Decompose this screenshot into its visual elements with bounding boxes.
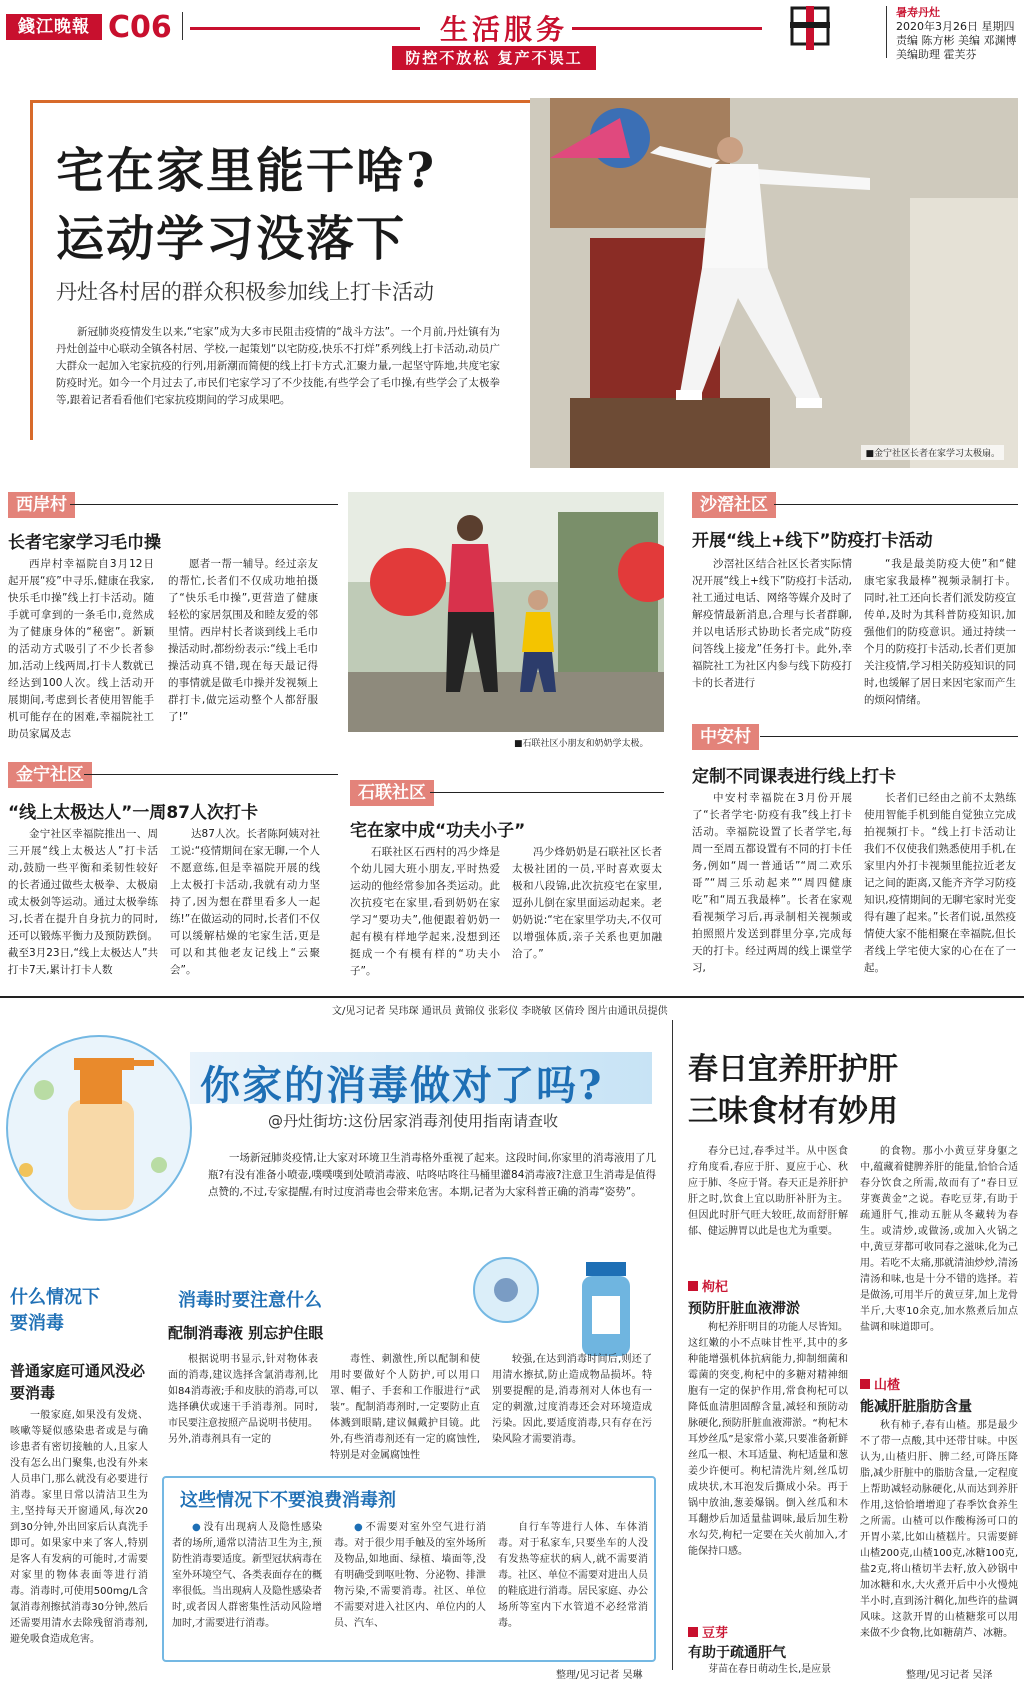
section-label-shilian: 石联社区 [350, 780, 434, 806]
q1-body: 一般家庭,如果没有发烧、咳嗽等疑似感染患者或是与确诊患者有密切接触的人,且家人没有怎么出门聚集,也没有外来人员串门,那么就没有必要进行消毒。家里日常以清洁卫生为主,坚持每天开窗通风,每次20到30分钟,外出回家后认真洗手即可。如果家中来了客人,特别是客人有发病的可能时,才需要对家里的物体表面等进行消毒。消毒时,可使用500mg/L含氯消毒剂擦拭消毒30分钟,然后还需要用清水去除残留消毒剂,避免吸食造成危害。 [10, 1410, 148, 1645]
shaji-col-2: “我是最美防疫大使”和“健康宅家我最棒”视频录制打卡。同时,社工还向长者们派发防疫宣传单,及时为其科普防疫知识,加强他们的防疫意识。通过持续一个月的防疫打卡活动,长者们更加关注疫情,学习相关防疫知识的同时,也缓解了居日来因宅家而产生的烦闷情绪。 [864, 558, 1016, 706]
xian-col-2: 愿者一帮一辅导。经过亲友的帮忙,长者们不仅成功地拍摄了“快乐毛巾操”,更营造了健康轻松的家居氛围及和睦友爱的邻里情。西岸村长者谈到线上毛巾操活动时,都纷纷表示:“线上毛巾操活动真不错,现在每天最记得的事情就是做毛巾操并发视频上群打卡,做完运动整个人都舒服了!” [168, 558, 318, 723]
q3-col-2: ● 不需要对室外空气进行消毒。对于很少用手触及的室外场所及物品,如地面、绿植、墙面等,没有明确受到呕吐物、分泌物、排泄物污染,不需要消毒。社区、单位不需要对进入社区内、单位内的人员、汽车、 [334, 1520, 486, 1632]
section-label-jinning: 金宁社区 [8, 762, 92, 788]
s3-marker-icon [688, 1627, 698, 1637]
mid-photo [348, 492, 664, 732]
liver-s3-headline: 有助于疏通肝气 [688, 1645, 786, 1661]
q3-title: 这些情况下不要浪费消毒剂 [180, 1490, 396, 1511]
disinfect-intro: 一场新冠肺炎疫情,让大家对环境卫生消毒格外重视了起来。这段时间,你家里的消毒液用了几瓶?有没有准备小喷壶,噗噗噗到处喷消毒液、咕咚咕咚往马桶里灌84消毒液?注意卫生消毒是值得点赞的,不过,专家提醒,有时过度消毒也会带来危害。本期,记者为大家科普正确的消毒“姿势”。 [208, 1152, 656, 1198]
page-number: C06 [108, 10, 172, 45]
shaji-headline: 开展“线上+线下”防疫打卡活动 [692, 531, 933, 551]
zhongan-headline: 定制不同课表进行线上打卡 [692, 767, 896, 787]
xian-col-1: 西岸村幸福院自3月12日起开展“疫”中寻乐,健康在我家,快乐毛巾操”线上打卡活动。随手就可拿到的一条毛巾,竟然成为了健康身体的“秘密”。新颖的活动方式吸引了不少长者参加,活动上线两周,打卡人数就已经达到100人次。线上活动开展期间,考虑到长者使用智能手机可能存在的困难,幸福院社工助员家属及志 [8, 558, 154, 740]
liver-s1-headline: 预防肝脏血液滞淤 [688, 1301, 800, 1317]
newspaper-logo: 錢江晚報 [6, 14, 102, 40]
liver-s3-body: 芽苗在春日萌动生长,是应景 [708, 1664, 832, 1675]
feature-byline: 文/见习记者 吴玮琛 通讯员 黄锦仪 张彩仪 李晓敏 区倩玲 图片由通讯员提供 [332, 1006, 668, 1017]
disinfect-headline: 你家的消毒做对了吗? [200, 1062, 604, 1109]
liver-byline: 整理/见习记者 吴泽 [906, 1670, 993, 1681]
lead-photo [530, 98, 1018, 468]
disinfect-subheadline: @丹灶街坊:这份居家消毒剂使用指南请查收 [268, 1112, 559, 1130]
assistant-editor: 美编助理 霍芙芬 [896, 48, 977, 61]
liver-divider [672, 1020, 673, 1670]
liver-headline-line-2: 三味食材有妙用 [688, 1094, 898, 1129]
xian-headline: 长者宅家学习毛巾操 [8, 533, 161, 553]
q2-title: 消毒时要注意什么 [178, 1290, 322, 1311]
q2-headline: 配制消毒液 别忘护住眼 [168, 1324, 324, 1342]
liver-s3-label [688, 1622, 728, 1641]
rule-shilian [430, 792, 664, 793]
q2-col-2: 毒性、刺激性,所以配制和使用时要做好个人防护,可以用口罩、帽子、手套和工作服进行“武装”。配制消毒剂时,一定要防止直体溅到眼睛,建议佩戴护目镜。此外,有些消毒剂还有一定的腐蚀性,特别是对金属腐蚀性 [330, 1354, 480, 1461]
liver-s1-body: 枸杞养肝明目的功能人尽皆知。这红嫩的小不点味甘性平,其中的多种能增强机体抗病能力,抑制细菌和霉菌的突变,枸杞中的多糖对精神细胞有一定的保护作用,常食枸杞可以降低血清胆固醇含量,减轻和预防动脉硬化,预防肝脏血液滞淤。“枸杞木耳炒丝瓜”是家常小菜,只要准备新鲜丝瓜一根、木耳适量、枸杞适量和葱姜少许便可。枸杞清洗片刻,丝瓜切成块状,木耳泡发后撕成小朵。再于锅中放油,葱姜爆锅。倒入丝瓜和木耳翻炒后加适量盐调味,最后加生粉水勾芡,枸杞一定要在关火前加入,才能保持口感。 [688, 1322, 848, 1557]
zhongan-col-2: 长者们已经由之前不太熟练使用智能手机到能自觉独立完成拍视频打卡。“线上打卡活动让我们不仅使我们熟悉使用手机,在家里内外打卡视频里能拉近老友记之间的距离,又能齐齐学习防疫知识,疫情期间的无聊宅家时光变得有趣了起来。”长者们说,虽然疫情使大家不能相聚在幸福院,但长者线上学宅使大家的心在在了一起。 [864, 792, 1016, 974]
section-label-xian: 西岸村 [8, 492, 75, 518]
lead-body: 新冠肺炎疫情发生以来,“宅家”成为大多市民阻击疫情的“战斗方法”。一个月前,丹灶镇有为丹灶创益中心联动全镇各村居、学校,一起策划“以宅防疫,快乐不打烊”系列线上打卡活动,动员广大群众一起加入宅家抗疫的行列,用新潮而简便的线上打卡方式,汇聚力量,一起坚守阵地,共度宅家防疫时光。如今一个月过去了,市民们宅家学习了不少技能,有些学会了毛巾操,有些学会了太极拳等,跟着记者看看他们宅家抗疫期间的学习成果吧。 [56, 326, 500, 406]
q1-headline: 普通家庭可通风没必要消毒 [10, 1362, 146, 1402]
q1-title-box [10, 1285, 110, 1337]
liver-s2-headline: 能减肝脏脂肪含量 [860, 1399, 972, 1415]
section-label-zhongan: 中安村 [692, 724, 759, 750]
disinfection-illustration [4, 1030, 194, 1226]
tai-chi-fan-illustration [530, 98, 1018, 468]
jinning-col-2: 达87人次。长者陈阿姨对社工说:“疫情期间在家无聊,一个人不愿意练,但是幸福院开展的线上太极打卡活动,我就有动力坚持了,因为想在群里看多人一起练!”在做运动的同时,长者们不仅可以缓解枯燥的宅家生活,更是可以和其他老友记线上“云聚会”。 [170, 828, 320, 976]
liver-intro-col-2: 的食物。那小小黄豆芽身躯之中,蕴藏着健脾养肝的能量,恰恰合适春分饮食之所需,故而有了“春日豆芽赛黄金”之说。春吃豆芽,有助于疏通肝气,推动五脏从冬藏转为春生。或清炒,或做汤,或加入火锅之中,黄豆芽都可收同春之滋味,化为己用。若吃不太痛,那就清油炒炒,清汤清汤和味,也是十分不错的选择。若是做汤,可用半斤的黄豆芽,加上龙骨半斤,大枣10余克,加水熬煮后加点盐调和味道即可。 [860, 1146, 1018, 1333]
editors: 责编 陈方彬 美编 邓渊博 [896, 34, 1017, 47]
lead-headline-line-1: 宅在家里能干啥? [56, 143, 437, 199]
shilian-col-2: 冯少烽奶奶是石联社区长者太极社团的一员,平时喜欢耍太极和八段锦,此次抗疫宅在家里,逗孙儿倒在家里面运动起来。老奶奶说:“宅在家里学功夫,不仅可以增强体质,亲子关系也更加融洽了。” [512, 846, 662, 960]
spray-bottle-illustration [446, 1240, 662, 1360]
liver-s2-body: 秋有柿子,春有山楂。那是最少不了带一点酸,其中还带甘味。中医认为,山楂归肝、脾二经,可降压降脂,减少肝脏中的脂肪含量,一定程度上帮助减轻动脉硬化,从而达到养肝作用,这恰恰增增迎了春季饮食养生之所需。山楂可以作酸梅汤可口的开胃小菜,比如山楂糕片。只需要鲜山楂200克,山楂100克,冰糖100克,盐2克,将山楂切半去籽,放入砂锅中加冰糖和水,大火煮开后中小火慢炖半小时,直到汤汁稠化,加些许的盐调风味。这款开胃的山楂糖浆可以用来做不少食物,比如糖葫芦、冰糖。 [860, 1420, 1018, 1639]
rule-zhongan [760, 736, 1018, 737]
q1-title: 什么情况下要消毒 [10, 1287, 100, 1334]
masthead-divider [182, 12, 183, 40]
s2-marker-icon [860, 1379, 870, 1389]
lead-photo-caption: ■金宁社区长者在家学习太极扇。 [861, 445, 1004, 460]
edition-info [896, 6, 1017, 62]
jinning-headline: “线上太极达人”一周87人次打卡 [8, 803, 259, 823]
info-divider [886, 6, 887, 58]
s1-label-text: 枸杞 [702, 1280, 729, 1295]
jinning-col-1: 金宁社区幸福院推出一、周三开展“线上太极达人”打卡活动,鼓励一些平衡和柔韧性较好的长者通过做些太极拳、太极扇或太极剑等运动。通过太极拳练习,长者在提升自身抗力的同时,还可以锻炼平衡力及预防跌倒。截至3月23日,“线上太极达人”共打卡7天,累计打卡人数 [8, 828, 158, 976]
lead-subheadline: 丹灶各村居的群众积极参加线上打卡活动 [56, 280, 434, 304]
liver-headline-line-1: 春日宜养肝护肝 [688, 1052, 898, 1087]
s3-label-text: 豆芽 [702, 1626, 729, 1641]
section-title: 生活服务 [440, 13, 569, 46]
liver-s1-label [688, 1276, 728, 1295]
shaji-col-1: 沙滘社区结合社区长者实际情况开展“线上+线下”防疫打卡活动,社工通过电话、网络等媒介及时了解疫情最新消息,合理与长者群聊,并以电话形式协助长者完成“防疫问答线上接龙”任务打卡。此外,幸福院社工为社区内参与线下防疫打卡的长者进行 [692, 558, 852, 689]
page-divider [0, 996, 1024, 998]
liver-intro-col-1: 春分已过,春季过半。从中医食疗角度看,春应于肝、夏应于心、秋应于肺、冬应于肾。春天正是养肝护肝之时,饮食上宜以助肝补肝为主。但因此时肝气旺大较旺,故而舒肝解郁、健运脾胃以此是也尤为重要。 [688, 1146, 848, 1237]
rule-shaji [774, 504, 1018, 505]
q2-col-1: 根据说明书显示,针对物体表面的消毒,建议选择含氯消毒剂,比如84消毒液;手和皮肤的消毒,可以选择碘伏或速干手消毒剂。同时,市民要注意按照产品说明书使用。另外,消毒剂具有一定的 [168, 1354, 318, 1445]
mid-photo-caption: ■石联社区小朋友和奶奶学太极。 [514, 739, 649, 749]
masthead-rule-left [190, 27, 420, 30]
lead-headline-line-2: 运动学习没落下 [56, 211, 407, 267]
shilian-col-1: 石联社区石西村的冯少烽是个幼儿园大班小朋友,平时热爱运动的他经常参加各类运动。此次抗疫宅在家里,看到奶奶在家学习“要功夫”,他便跟着奶奶一起有模有样地学起来,没想到还挺成一个有模有样的“功夫小子”。 [350, 846, 500, 977]
liver-s2-label [860, 1374, 900, 1393]
district-emblem-icon [788, 4, 832, 58]
masthead-rule-right [572, 27, 762, 30]
s2-label-text: 山楂 [874, 1378, 901, 1393]
q3-col-3: 自行车等进行人体、车体消毒。对于私家车,只要坐车的人没有发热等症状的病人,就不需要消毒。社区、单位不需要对进出人员的鞋底进行消毒。居民家庭、办公场所等室内下水管道不必经常消毒。 [498, 1522, 648, 1629]
zhongan-col-1: 中安村幸福院在3月份开展了“长者学宅·防疫有我”线上打卡活动。幸福院设置了长者学宅,每周一至周五都设置有不同的打卡任务,例如“周一普通话”“周二欢乐哥”“周三乐动起来”“周四健康吃”和“周五我最棒”。长者在家观看视频学习后,再录制相关视频或拍照照片发送到群里分享,完成每天的打卡。经过两周的线上课堂学习, [692, 792, 852, 974]
disinfect-byline: 整理/见习记者 吴琳 [556, 1670, 643, 1681]
kid-grandma-photo [348, 492, 664, 732]
rule-xian [70, 504, 338, 505]
section-slogan: 防控不放松 复产不误工 [392, 46, 596, 70]
s1-marker-icon [688, 1281, 698, 1291]
brand-name: 暑寿丹灶 [896, 6, 940, 19]
shilian-headline: 宅在家中成“功夫小子” [350, 821, 526, 841]
rule-jinning [84, 774, 338, 775]
issue-date: 2020年3月26日 星期四 [896, 20, 1015, 33]
q2-col-3: 较强,在达到消毒时间后,则还了用清水擦拭,防止造成物品损坏。特别要提醒的是,消毒剂对人体也有一定的刺激,过度消毒还会对环境造成污染。因此,要适度消毒,只有存在污染风险才需要消毒。 [492, 1354, 652, 1445]
q3-col-1: ● 没有出现病人及隐性感染者的场所,通常以清洁卫生为主,预防性消毒要适度。新型冠状病毒在室外环境空气、各类表面存在的概率很低。当出现病人及隐性感染者时,或者因人群密集性活动风险增加时,才需要进行消毒。 [172, 1520, 322, 1632]
section-label-shaji: 沙滘社区 [692, 492, 776, 518]
